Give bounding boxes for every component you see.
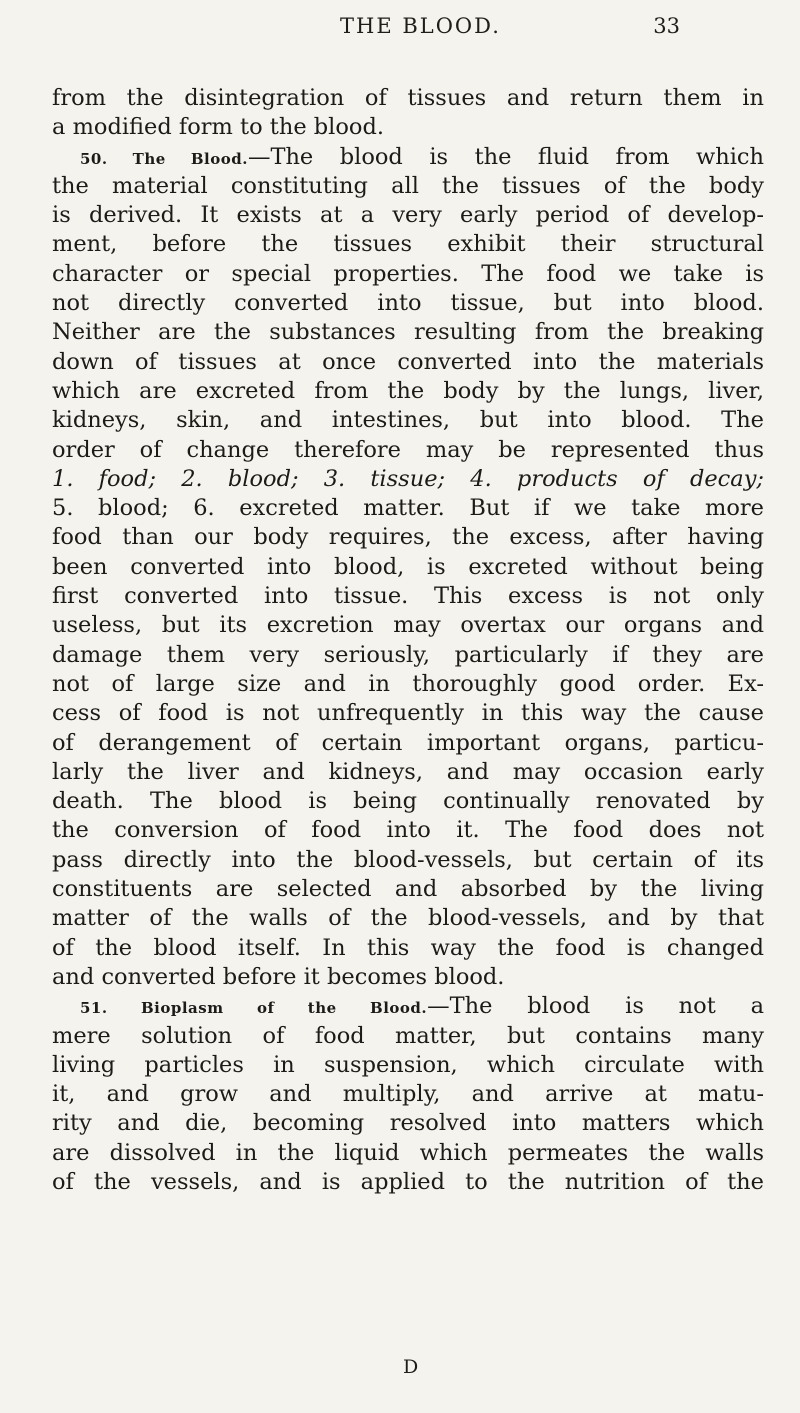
- line-text: of derangement of certain important organs, particu-: [52, 729, 764, 756]
- text-line: [52, 553, 764, 582]
- line-text: from the disintegration of tissues and return them in: [52, 85, 764, 111]
- running-head: [200, 14, 680, 44]
- text-line: [52, 523, 764, 552]
- text-line: [52, 143, 764, 172]
- text-line: [52, 406, 764, 435]
- text-line: [52, 1022, 764, 1051]
- line-text: order of change therefore may be represented thus: [52, 436, 764, 463]
- text-line: [52, 230, 764, 259]
- line-text: the material constituting all the tissues of the body: [52, 172, 764, 199]
- line-text: a modified form to the blood.: [52, 114, 385, 141]
- line-text: which are excreted from the body by the lungs, liver,: [52, 377, 764, 404]
- text-line: [52, 992, 764, 1021]
- line-text: 5. blood; 6. excreted matter. But if we take more: [52, 495, 764, 522]
- line-text: damage them very seriously, particularly if they are: [52, 641, 764, 668]
- text-line: [52, 318, 764, 347]
- text-line: [52, 260, 764, 289]
- line-text: matter of the walls of the blood-vessels, and by that: [52, 905, 764, 932]
- text-line: [52, 1139, 764, 1168]
- line-text: death. The blood is being continually renovated by: [52, 788, 764, 815]
- text-line: [52, 611, 764, 640]
- line-text: food than our body requires, the excess, after having: [52, 524, 764, 551]
- text-line: [52, 582, 764, 611]
- line-text: is derived. It exists at a very early period of develop-: [52, 202, 764, 229]
- section-heading: 50. The Blood.: [80, 149, 248, 168]
- line-text: larly the liver and kidneys, and may occasion early: [52, 758, 764, 785]
- body-text: [52, 84, 764, 1197]
- line-text: of the vessels, and is applied to the nutrition of the: [52, 1168, 764, 1195]
- line-text: the conversion of food into it. The food does not: [52, 817, 764, 844]
- section-heading: 51. Bioplasm of the Blood.: [80, 999, 428, 1018]
- text-line: [52, 963, 764, 992]
- text-line: [52, 670, 764, 699]
- text-line: [52, 348, 764, 377]
- line-text: constituents are selected and absorbed by the living: [52, 876, 764, 903]
- line-text: of the blood itself. In this way the food is changed: [52, 934, 764, 961]
- signature-mark: D: [403, 1356, 419, 1378]
- line-text: down of tissues at once converted into the materials: [52, 348, 764, 375]
- line-text: been converted into blood, is excreted without being: [52, 553, 764, 580]
- text-line: [52, 816, 764, 845]
- line-text: not directly converted into tissue, but into blood.: [52, 290, 764, 317]
- line-text: useless, but its excretion may overtax our organs and: [52, 612, 764, 639]
- line-text: —The blood is not a: [427, 993, 764, 1020]
- text-line: [52, 113, 764, 142]
- text-line: [52, 846, 764, 875]
- line-text: kidneys, skin, and intestines, but into blood. The: [52, 407, 764, 434]
- line-text: rity and die, becoming resolved into matters which: [52, 1110, 764, 1137]
- text-line: [52, 494, 764, 523]
- line-text: mere solution of food matter, but contains many: [52, 1022, 764, 1049]
- text-line: [52, 758, 764, 787]
- line-text: it, and grow and multiply, and arrive at matu-: [52, 1081, 764, 1108]
- text-line: [52, 201, 764, 230]
- line-text: character or special properties. The food we take is: [52, 260, 764, 287]
- line-text: and converted before it becomes blood.: [52, 963, 505, 990]
- text-line: [52, 1168, 764, 1197]
- header-title: THE BLOOD.: [340, 14, 501, 38]
- text-line: [52, 787, 764, 816]
- line-text: 1. food; 2. blood; 3. tissue; 4. products of decay;: [52, 465, 764, 492]
- line-text: living particles in suspension, which circulate with: [52, 1051, 764, 1078]
- line-text: Neither are the substances resulting from the breaking: [52, 319, 764, 346]
- text-line: [52, 1051, 764, 1080]
- text-line: [52, 436, 764, 465]
- text-line: [52, 84, 764, 113]
- text-line: [52, 465, 764, 494]
- text-line: [52, 1109, 764, 1138]
- text-line: [52, 904, 764, 933]
- line-text: first converted into tissue. This excess is not only: [52, 583, 764, 610]
- line-text: not of large size and in thoroughly good order. Ex-: [52, 670, 764, 697]
- text-line: [52, 1080, 764, 1109]
- text-line: [52, 377, 764, 406]
- text-line: [52, 172, 764, 201]
- text-line: [52, 934, 764, 963]
- text-line: [52, 289, 764, 318]
- line-text: cess of food is not unfrequently in this way the cause: [52, 700, 764, 727]
- text-line: [52, 641, 764, 670]
- text-line: [52, 875, 764, 904]
- text-line: [52, 729, 764, 758]
- page-number: 33: [653, 14, 680, 38]
- line-text: ment, before the tissues exhibit their structural: [52, 231, 764, 258]
- line-text: —The blood is the fluid from which: [247, 143, 764, 170]
- text-line: [52, 699, 764, 728]
- line-text: are dissolved in the liquid which permeates the walls: [52, 1139, 764, 1166]
- line-text: pass directly into the blood-vessels, but certain of its: [52, 846, 764, 873]
